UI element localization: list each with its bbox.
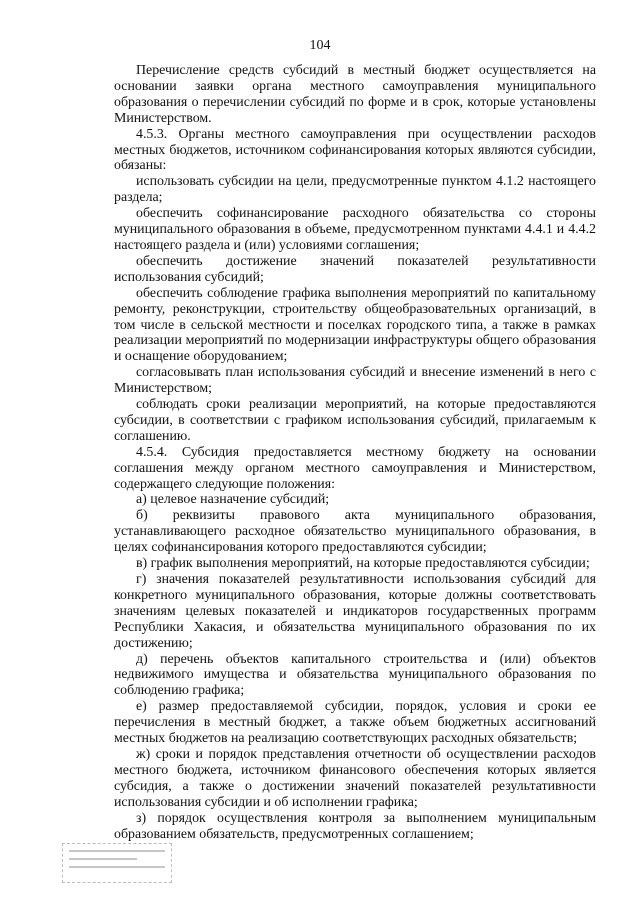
agreement-item-z: з) порядок осуществления контроля за выполнением муниципальным образованием обязательств, предусмотренных соглашением; [114, 810, 596, 842]
obligation-item: согласовывать план использования субсидий и внесение изменений в него с Министерством; [114, 365, 596, 397]
obligation-item: соблюдать сроки реализации мероприятий, на которые предоставляются субсидии, в соответствии с графиком использования субсидий, прилагаемым к соглашению. [114, 397, 596, 444]
paragraph-transfer: Перечисление средств субсидий в местный бюджет осуществляется на основании заявки органа местного самоуправления муниципального образования о перечислении субсидий по форме и в срок, которые установлены Министерством. [114, 63, 596, 126]
obligation-item: обеспечить софинансирование расходного обязательства со стороны муниципального образования в объеме, предусмотренном пунктами 4.4.1 и 4.4.2 настоящего раздела и (или) условиями соглашения; [114, 206, 596, 253]
agreement-item-zh: ж) сроки и порядок представления отчетности об осуществлении расходов местного бюджета, источником финансового обеспечения которых является субсидия, а также о достижении значений показателей результативности использования субсидии и об исполнении графика; [114, 746, 596, 810]
agreement-item-v: в) график выполнения мероприятий, на которые предоставляются субсидии; [136, 556, 590, 572]
page-number: 104 [309, 38, 331, 53]
agreement-item-g: г) значения показателей результативности использования субсидий для конкретного муниципального образования, которые должны соответствовать значениям целевых показателей и индикаторов государственных программ Республики Хакасия, и обязательства муниципального образования по их достижению; [114, 572, 596, 651]
paragraph-4-5-3: 4.5.3. Органы местного самоуправления при осуществлении расходов местных бюджетов, источником софинансирования которых являются субсидии, обязаны: [114, 126, 596, 174]
document-body [114, 63, 596, 842]
obligation-item: использовать субсидии на цели, предусмотренные пунктом 4.1.2 настоящего раздела; [114, 174, 596, 206]
registration-stamp [62, 843, 172, 883]
agreement-item-e: е) размер предоставляемой субсидии, порядок, условия и сроки ее перечисления в местный бюджет, а также объем бюджетных ассигнований местных бюджетов на реализацию соответствующих расходных обязательств; [114, 699, 596, 747]
obligation-item: обеспечить соблюдение графика выполнения мероприятий по капитальному ремонту, реконструкции, строительству общеобразовательных организаций, в том числе в сельской местности и поселках городского типа, а также в рамках реализации мероприятий по модернизации инфраструктуры общего образования и оснащение оборудованием; [114, 285, 596, 365]
agreement-item-d: д) перечень объектов капитального строительства и (или) объектов недвижимого имущества и обязательства муниципального образования по соблюдению графика; [114, 651, 596, 699]
paragraph-4-5-4: 4.5.4. Субсидия предоставляется местному бюджету на основании соглашения между органом местного самоуправления и Министерством, содержащего следующие положения: [114, 444, 596, 492]
agreement-item-b: б) реквизиты правового акта муниципального образования, устанавливающего расходное обязательство муниципального образования, в целях софинансирования которого предоставляются субсидии; [114, 508, 596, 556]
agreement-item-a: а) целевое назначение субсидий; [136, 492, 330, 508]
obligation-item: обеспечить достижение значений показателей результативности использования субсидий; [114, 253, 596, 285]
